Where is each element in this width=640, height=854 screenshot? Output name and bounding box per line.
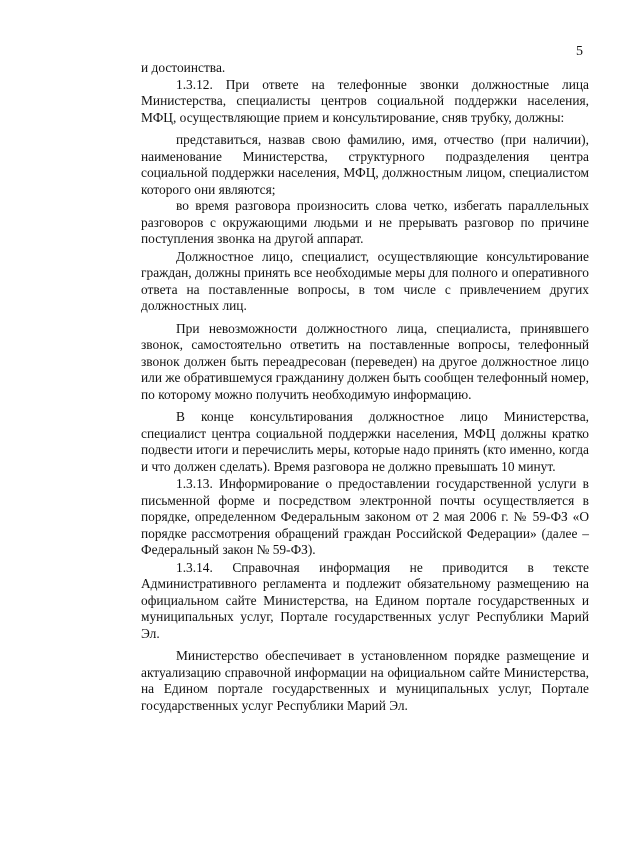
paragraph-1-3-12: 1.3.12. При ответе на телефонные звонки должностные лица Министерства, специалисты центров социальной поддержки населения, МФЦ, осуществляющие прием и консультирование, сняв трубку, должны: bbox=[141, 76, 589, 125]
paragraph-conclusion: В конце консультирования должностное лицо Министерства, специалист центра социальной поддержки населения, МФЦ должны кратко подвести итоги и перечислить меры, которые надо принять (кто именно, когда и что должен сделать). Время разговора не должно превышать 10 минут. bbox=[141, 409, 589, 474]
document-body bbox=[141, 60, 589, 714]
paragraph-1-3-13: 1.3.13. Информирование о предоставлении государственной услуги в письменной форме и посредством электронной почты осуществляется в порядке, определенном Федеральным законом от 2 мая 2006 г. № 59-ФЗ «О порядке рассмотрения обращений граждан Российской Федерации» (далее – Федеральный закон № 59-ФЗ). bbox=[141, 476, 589, 557]
paragraph-introduce: представиться, назвав свою фамилию, имя, отчество (при наличии), наименование Министерства, структурного подразделения центра социальной поддержки населения, МФЦ, должностным лицом, специалистом которого они являются; bbox=[141, 132, 589, 197]
paragraph-consulting: Должностное лицо, специалист, осуществляющие консультирование граждан, должны принять все необходимые меры для полного и оперативного ответа на поставленные вопросы, в том числе с привлечением других должностных лиц. bbox=[141, 248, 589, 313]
paragraph-ministry-publishes: Министерство обеспечивает в установленном порядке размещение и актуализацию справочной информации на официальном сайте Министерства, на Едином портале государственных и муниципальных услуг, Портале государственных услуг Республики Марий Эл. bbox=[141, 648, 589, 713]
paragraph-continuation: и достоинства. bbox=[141, 60, 226, 75]
paragraph-1-3-14: 1.3.14. Справочная информация не приводится в тексте Административного регламента и подлежит обязательному размещению на официальном сайте Министерства, на Едином портале государственных и муниципальных услуг, Портале государственных услуг Республики Марий Эл. bbox=[141, 559, 589, 641]
paragraph-redirect: При невозможности должностного лица, специалиста, принявшего звонок, самостоятельно ответить на поставленные вопросы, телефонный звонок должен быть переадресован (переведен) на другое должностное лицо или же обратившемуся гражданину должен быть сообщен телефонный номер, по которому можно получить необходимую информацию. bbox=[141, 320, 589, 402]
paragraph-speak-clearly: во время разговора произносить слова четко, избегать параллельных разговоров с окружающими людьми и не прерывать разговор по причине поступления звонка на другой аппарат. bbox=[141, 198, 589, 246]
page-number: 5 bbox=[576, 44, 583, 59]
